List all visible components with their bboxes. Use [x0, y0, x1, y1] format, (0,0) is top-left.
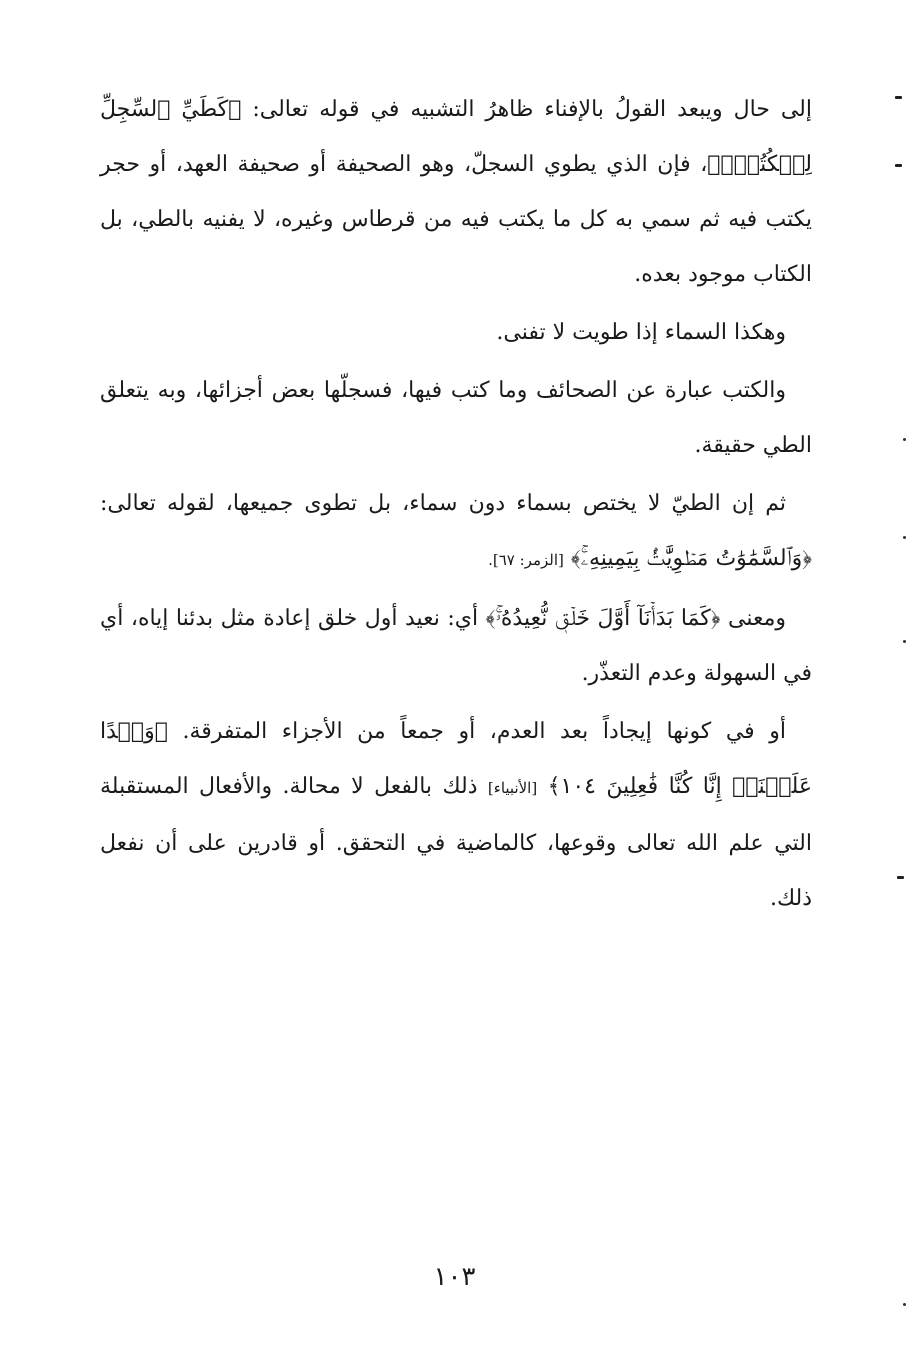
paragraph-4-citation: [الزمر: ٦٧]. [488, 551, 564, 569]
paragraph-4 [100, 476, 812, 588]
paragraph-6 [100, 704, 812, 926]
paragraph-6-citation: [الأنبياء] [487, 779, 538, 797]
margin-mark [897, 876, 904, 879]
paragraph-6-text: أو في كونها إيجاداً بعد العدم، أو جمعاً من الأجزاء المتفرقة. ﴿وَعۡدًا عَلَيۡنَآۚ إِنَّا كُنَّا فَٰعِلِينَ ١٠٤﴾ [100, 719, 813, 799]
paragraph-2-text: وهكذا السماء إذا طويت لا تفنى. [496, 320, 786, 345]
paragraph-3 [100, 363, 812, 473]
margin-dot [903, 640, 906, 643]
margin-mark [895, 164, 902, 167]
margin-mark [895, 96, 902, 99]
paragraph-2 [100, 305, 812, 360]
paragraph-4-text: ثم إن الطيّ لا يختص بسماء دون سماء، بل تطوى جميعها، لقوله تعالى: ﴿وَٱلسَّمَٰوَٰتُ مَطۡوِيَّٰتُۢ بِيَمِينِهِۦۚ﴾ [100, 491, 812, 571]
paragraph-4-body [100, 476, 812, 588]
margin-dot [903, 536, 906, 539]
paragraph-1-text: إلى حال ويبعد القولُ بالإفناء ظاهرُ التشبيه في قوله تعالى: ﴿كَطَيِّ ٱلسِّجِلِّ لِلۡكُتُبِۚ﴾، فإن الذي يطوي السجلّ، وهو الصحيفة أو صحيفة العهد، أو حجر يكتب فيه ثم سمي به كل ما يكتب فيه من قرطاس وغيره، لا يفنيه بالطي، بل الكتاب موجود بعده. [100, 97, 812, 287]
margin-dot [903, 438, 906, 441]
page-body [100, 82, 812, 929]
paragraph-6-body [100, 704, 812, 926]
page-number: ١٠٣ [433, 1262, 476, 1292]
paragraph-5-text: ومعنى ﴿كَمَا بَدَأۡنَآ أَوَّلَ خَلۡقٖ نُّعِيدُهُۥۚ﴾ أي: نعيد أول خلق إعادة مثل بدئنا إياه، أي في السهولة وعدم التعذّر. [100, 606, 812, 686]
paragraph-3-text: والكتب عبارة عن الصحائف وما كتب فيها، فسجلّها بعض أجزائها، وبه يتعلق الطي حقيقة. [100, 378, 812, 458]
margin-dot [903, 1303, 906, 1306]
paragraph-6-tail: ذلك بالفعل لا محالة. والأفعال المستقبلة التي علم الله تعالى وقوعها، كالماضية في التحقق. أو قادرين على أن نفعل ذلك. [100, 774, 812, 911]
paragraph-1 [100, 82, 812, 302]
paragraph-5 [100, 591, 812, 701]
